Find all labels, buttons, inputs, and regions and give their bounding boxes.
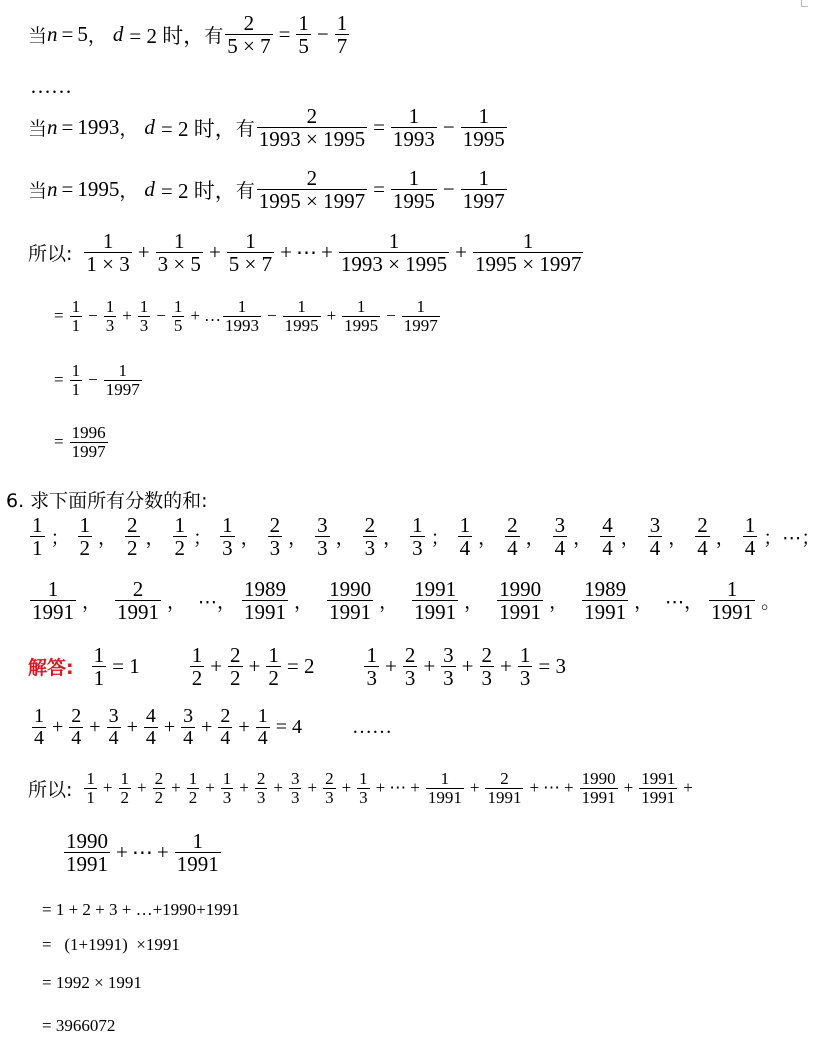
- fraction: 1991 1991: [414, 577, 457, 625]
- fraction: 1990 1991: [66, 829, 108, 877]
- separator: ，: [167, 591, 187, 614]
- n-value: 5: [77, 22, 88, 47]
- case-n5-line: [28, 12, 351, 57]
- fraction: $\frac{1}{5}$: [298, 11, 309, 59]
- fraction: 4 4: [602, 513, 613, 561]
- eq-sign: =: [278, 22, 291, 47]
- eq-sign: =: [54, 306, 64, 326]
- fraction: $\frac{1}{1995}$: [284, 297, 319, 335]
- case-n1995-line: [28, 167, 509, 212]
- fraction: 1 3: [412, 513, 423, 561]
- fraction: 1 1991: [427, 769, 462, 807]
- separator: ，: [288, 527, 308, 550]
- d-eq-shi: = 2 时，: [129, 23, 205, 48]
- group-2: [188, 644, 315, 689]
- fraction: $\frac{1991}{1991}$: [641, 769, 676, 807]
- cdots: ⋯: [389, 778, 407, 798]
- plus-sign: +: [341, 778, 352, 798]
- fraction: $\frac{1996}{1997}$: [71, 423, 106, 461]
- fraction: $\frac{2}{4}$: [220, 705, 231, 749]
- eq-sign: =: [54, 432, 64, 452]
- separator: ，: [668, 527, 688, 550]
- n-value: 1993: [77, 115, 120, 140]
- step3-text: = 1992 × 1991: [42, 973, 142, 992]
- fraction: 1 1993: [224, 297, 259, 335]
- fraction: 2 2: [127, 513, 138, 561]
- fraction: 2 4: [697, 513, 708, 561]
- separator: ；⋯；: [763, 527, 821, 550]
- fraction: $\frac{1}{1997}$: [105, 361, 140, 399]
- fraction: 1 2: [174, 513, 186, 561]
- fraction: $\frac{1}{1997}$: [462, 166, 505, 214]
- fraction: $\frac{3}{3}$: [443, 643, 454, 691]
- plus-sign: +: [156, 840, 169, 865]
- problem6-title: [6, 486, 208, 513]
- plus-sign: +: [469, 778, 480, 798]
- solution-step1: [42, 900, 240, 920]
- plus-sign: +: [564, 778, 574, 798]
- plus-sign: +: [461, 654, 474, 679]
- cdots: ⋯: [543, 778, 561, 798]
- plus-sign: +: [273, 778, 283, 798]
- result: = 4: [275, 716, 302, 738]
- plus-sign: +: [529, 778, 540, 798]
- plus-sign: +: [102, 778, 113, 798]
- plus-sign: +: [89, 716, 101, 738]
- plus-sign: +: [410, 778, 420, 798]
- separator: ，: [464, 591, 484, 614]
- separator: ；: [50, 527, 70, 550]
- group-4: [30, 706, 302, 749]
- result: = 2: [286, 654, 315, 679]
- plus-sign: +: [326, 306, 337, 326]
- fraction: $\frac{1}{3}$: [359, 769, 368, 807]
- fraction: $\frac{1}{1993}$: [392, 104, 435, 152]
- fraction: $\frac{1}{1991}$: [176, 829, 219, 877]
- solution-sum-cont: [62, 830, 223, 875]
- fraction: $\frac{3}{4}$: [108, 705, 119, 749]
- fraction: 3 4: [649, 513, 661, 561]
- problem6-row2: [28, 578, 788, 623]
- fraction: $\frac{2}{4}$: [71, 705, 82, 749]
- fraction: $\frac{1}{5 \times 7}$: [228, 229, 273, 277]
- solution-step3: [42, 973, 142, 993]
- fraction: $\frac{1}{3}$: [105, 297, 115, 335]
- fraction: $\frac{4}{4}$: [145, 705, 156, 749]
- solution-step4: [42, 1016, 115, 1036]
- fraction: 1 2: [191, 643, 203, 691]
- n-var: n: [47, 177, 58, 202]
- part1-sum-line: [28, 230, 585, 275]
- fraction: $\frac{1}{2}$: [120, 769, 129, 807]
- fraction: $\frac{1}{1}$: [71, 297, 81, 335]
- dang-text: 当: [28, 180, 48, 203]
- plus-sign: +: [375, 778, 386, 798]
- fraction: $\frac{2}{1993 \times 1995}$: [258, 104, 366, 152]
- solution-sum-line: [28, 770, 697, 807]
- plus-sign: +: [122, 306, 132, 326]
- separator: ，: [335, 527, 355, 550]
- fraction: 1 2: [79, 513, 91, 561]
- suoyi-label: 所以:: [28, 778, 73, 801]
- fraction: $\frac{3}{4}$: [183, 705, 194, 749]
- fraction: $\frac{1}{4}$: [257, 705, 268, 749]
- separator: ，: [715, 527, 735, 550]
- fraction: 2 3: [269, 513, 281, 561]
- plus-sign: +: [205, 778, 215, 798]
- separator: ，: [549, 591, 569, 614]
- fraction: $\frac{1}{1995}$: [462, 104, 505, 152]
- minus-sign: −: [88, 370, 98, 390]
- separator: 。: [761, 591, 781, 614]
- fraction: 1 1991: [32, 577, 74, 625]
- minus-sign: −: [386, 306, 396, 326]
- comma: ，: [119, 118, 139, 141]
- step2-text: = (1+1991) ×1991: [42, 935, 180, 954]
- fraction: 1989 1991: [244, 577, 287, 625]
- fraction: 1 1991: [711, 577, 754, 625]
- fraction: 1 4: [34, 705, 44, 749]
- fraction: 1990 1991: [499, 577, 542, 625]
- plus-sign: +: [137, 240, 150, 265]
- suoyi-label: 所以:: [28, 243, 73, 266]
- fraction: $\frac{1}{1995}$: [392, 166, 435, 214]
- fraction: 1 1: [32, 513, 43, 561]
- case-n1993-line: [28, 105, 509, 150]
- eq-sign: =: [61, 115, 74, 140]
- plus-sign: +: [163, 716, 176, 738]
- solution-line2: [30, 706, 392, 749]
- fraction: 1 1: [86, 769, 95, 807]
- separator: ，: [573, 527, 593, 550]
- ellipsis: ……: [30, 74, 72, 98]
- d-var: d: [144, 115, 155, 140]
- minus-sign: −: [316, 22, 329, 47]
- plus-sign: +: [238, 716, 250, 738]
- separator: ，: [98, 527, 118, 550]
- plus-sign: +: [623, 778, 634, 798]
- ellipsis: ⋯，: [198, 591, 237, 614]
- comma: ，: [119, 180, 139, 203]
- fraction: $\frac{2}{3}$: [404, 643, 416, 691]
- group-3: [362, 644, 565, 689]
- fraction: 1990 1991: [581, 769, 616, 807]
- fraction: $\frac{2}{1991}$: [487, 769, 522, 807]
- fraction: $\frac{1}{1}$: [93, 643, 105, 691]
- fraction: 1 4: [459, 513, 471, 561]
- fraction: $\frac{3}{3}$: [290, 769, 300, 807]
- plus-sign: +: [280, 240, 292, 265]
- fraction: 2 1991: [117, 577, 160, 625]
- separator: ，: [634, 591, 654, 614]
- solution-line1: [28, 644, 566, 689]
- fraction: $\frac{1}{2}$: [268, 643, 279, 691]
- separator: ，: [525, 527, 545, 550]
- plus-sign: +: [423, 654, 436, 679]
- result: = 1: [112, 654, 140, 679]
- fraction: 3 4: [554, 513, 566, 561]
- plus-sign: +: [683, 778, 693, 798]
- step1-text: = 1 + 2 + 3 + …+1990+1991: [42, 900, 240, 919]
- ldots: …: [203, 306, 221, 326]
- fraction: $\frac{1}{1}$: [71, 361, 81, 399]
- group-1: [90, 644, 140, 689]
- part1-step2-line: [50, 362, 144, 399]
- plus-sign: +: [500, 654, 512, 679]
- you-text: 有: [235, 118, 255, 141]
- plus-sign: +: [248, 654, 261, 679]
- you-text: 有: [235, 180, 255, 203]
- fraction: 3 3: [317, 513, 328, 561]
- separator: ；: [193, 527, 213, 550]
- d-var: d: [144, 177, 155, 202]
- separator: ，: [240, 527, 260, 550]
- eq-sign: =: [373, 177, 385, 202]
- fraction: $\frac{2}{2}$: [230, 643, 241, 691]
- eq-sign: =: [61, 177, 74, 202]
- fraction: $\frac{2}{3}$: [256, 769, 266, 807]
- n-var: n: [47, 22, 58, 47]
- fraction: 1 4: [744, 513, 756, 561]
- minus-sign: −: [442, 115, 455, 140]
- fraction: 2 3: [364, 513, 376, 561]
- plus-sign: +: [52, 716, 64, 738]
- fraction: $\frac{2}{3}$: [481, 643, 493, 691]
- separator: ，: [478, 527, 498, 550]
- comma: ，: [87, 25, 107, 48]
- plus-sign: +: [137, 778, 147, 798]
- sum-part-a: [82, 770, 371, 807]
- separator: ，: [145, 527, 165, 550]
- part1-expand-line: [50, 298, 442, 335]
- ellipsis: ……: [351, 716, 392, 738]
- plus-sign: +: [201, 716, 213, 738]
- eq-sign: =: [54, 370, 64, 390]
- d-eq-shi: = 2 时，: [160, 116, 236, 141]
- cdots: ⋯: [131, 840, 153, 865]
- page-corner-mark: [801, 0, 808, 7]
- plus-sign: +: [384, 654, 397, 679]
- fraction: $\frac{1}{3 \times 5}$: [157, 229, 201, 277]
- fraction: $\frac{1}{1997}$: [403, 297, 438, 335]
- plus-sign: +: [239, 778, 249, 798]
- separator: ，: [82, 591, 102, 614]
- plus-sign: +: [320, 240, 333, 265]
- part1-result-line: [50, 424, 110, 461]
- eq-sign: =: [61, 22, 74, 47]
- separator: ，: [294, 591, 314, 614]
- fraction: $\frac{2}{3}$: [325, 769, 334, 807]
- ellipsis: ⋯，: [665, 591, 704, 614]
- plus-sign: +: [171, 778, 181, 798]
- fraction: $\frac{1}{2}$: [188, 769, 198, 807]
- fraction: 1 3: [366, 643, 377, 691]
- problem-title: 6. 求下面所有分数的和:: [6, 490, 208, 512]
- fraction: $\frac{1}{3}$: [139, 297, 149, 335]
- plus-sign: +: [455, 240, 467, 265]
- plus-sign: +: [210, 654, 223, 679]
- plus-sign: +: [307, 778, 318, 798]
- problem6-row1: [28, 514, 822, 559]
- fraction: $\frac{1}{5}$: [173, 297, 183, 335]
- plus-sign: +: [208, 240, 221, 265]
- fraction: $\frac{1}{7}$: [336, 11, 348, 59]
- result: = 3: [538, 654, 566, 679]
- minus-sign: −: [88, 306, 98, 326]
- fraction: $\frac{1}{3}$: [222, 769, 232, 807]
- plus-sign: +: [126, 716, 138, 738]
- step4-text: = 3966072: [42, 1016, 116, 1035]
- plus-sign: +: [116, 840, 128, 865]
- dang-text: 当: [28, 25, 48, 48]
- fraction: 1989 1991: [584, 577, 627, 625]
- d-eq-shi: = 2 时，: [160, 178, 236, 203]
- solution-step2: [42, 935, 180, 955]
- fraction: $\frac{2}{1995 \times 1997}$: [258, 166, 366, 214]
- separator: ，: [383, 527, 403, 550]
- fraction: 1 1 × 3: [86, 229, 130, 277]
- plus-sign: +: [190, 306, 200, 326]
- you-text: 有: [204, 25, 224, 48]
- minus-sign: −: [442, 177, 455, 202]
- fraction: 2 4: [507, 513, 518, 561]
- sum-part-c: [578, 770, 680, 807]
- sum-part-b: [424, 770, 526, 807]
- fraction: $\frac{1}{1995}$: [344, 297, 379, 335]
- separator: ，: [620, 527, 640, 550]
- eq-sign: =: [373, 115, 385, 140]
- cdots: ⋯: [295, 240, 317, 265]
- d-var: d: [112, 22, 124, 47]
- fraction: 1990 1991: [329, 577, 372, 625]
- fraction: 1 3: [222, 513, 233, 561]
- dang-text: 当: [28, 118, 48, 141]
- separator: ，: [379, 591, 399, 614]
- fraction: $\frac{1}{1993 \times 1995}$: [340, 229, 448, 277]
- ellipsis-line: [30, 74, 72, 99]
- minus-sign: −: [156, 306, 166, 326]
- separator: ；: [430, 527, 450, 550]
- solution-label: 解答:: [28, 657, 74, 680]
- fraction: $\frac{2}{2}$: [154, 769, 164, 807]
- n-value: 1995: [77, 177, 120, 202]
- fraction: $\frac{2}{5 \times 7}$: [227, 11, 271, 59]
- fraction: $\frac{1}{3}$: [519, 643, 531, 691]
- n-var: n: [47, 115, 58, 140]
- minus-sign: −: [266, 306, 277, 326]
- fraction: $\frac{1}{1995 \times 1997}$: [475, 229, 582, 277]
